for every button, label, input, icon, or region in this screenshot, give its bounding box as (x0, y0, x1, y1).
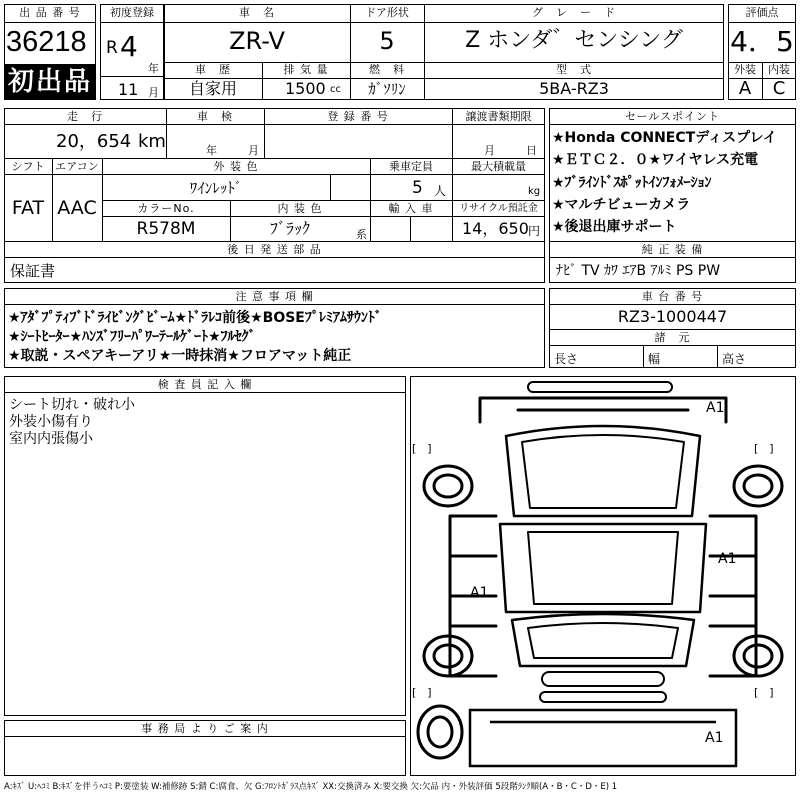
import-label: 輸 入 車 (388, 202, 434, 215)
exterior-label: 外装 (734, 63, 756, 76)
reg-month-unit: 月 (148, 86, 159, 99)
height-label: 高さ (722, 352, 747, 366)
bracket-right-bottom: [ ] (754, 686, 774, 699)
inspector-line: 外装小傷有り (9, 414, 93, 430)
sales-point: ★ＥＴＣ２．０★ワイヤレス充電 (552, 152, 759, 168)
sales-point: ★Honda CONNECTディスプレイ (552, 130, 777, 146)
reg-year: 4 (120, 30, 138, 63)
capacity-unit: 人 (434, 184, 447, 198)
inspector-line: シート切れ・破れ小 (9, 397, 135, 413)
score-label: 評価点 (745, 6, 779, 19)
equipment: ﾅﾋﾞ TV ｶﾜ ｴｱB ｱﾙﾐ PS PW (556, 263, 721, 279)
transfer-day-unit: 日 (526, 144, 537, 157)
interior-label: 内装 (768, 63, 790, 76)
recycle: 14，650 (462, 219, 529, 238)
length-label: 長さ (554, 352, 579, 366)
grade-label: グ レ ー ド (532, 6, 616, 19)
chassis-number: RZ3-1000447 (617, 307, 728, 326)
sales-points-label: セールスポイント (624, 110, 720, 123)
equipment-label: 純 正 装 備 (641, 243, 704, 256)
exterior-grade: A (738, 78, 752, 99)
reg-year-unit: 年 (148, 62, 159, 75)
int-color-suffix: 系 (356, 228, 367, 241)
reg-month: 11 (118, 80, 139, 99)
note-line: ★ｼｰﾄﾋｰﾀｰ★ﾊﾝｽﾞﾌﾘｰﾊﾟﾜｰﾃｰﾙｹﾞｰﾄ★ﾌﾙｾｸﾞ (8, 329, 256, 345)
history: 自家用 (188, 79, 237, 98)
door-label: ドア形状 (365, 6, 409, 19)
mileage-label: 走 行 (67, 110, 103, 123)
note-line: ★取説・スペアキーアリ★一時抹消★フロアマット純正 (8, 348, 352, 364)
shift: FAT (11, 197, 45, 219)
transfer-label: 譲渡書類期限 (465, 110, 532, 123)
width-label: 幅 (648, 352, 661, 366)
ext-color-label: 外 装 色 (213, 160, 259, 173)
inspection-month-unit: 月 (248, 144, 259, 157)
recycle-unit: 円 (528, 224, 541, 238)
fuel: ｶﾞｿﾘﾝ (368, 80, 406, 98)
lot-number-label: 出 品 番 号 (19, 6, 81, 19)
first-reg-label: 初度登録 (110, 6, 154, 19)
inspector-label: 検 査 員 記 入 欄 (157, 378, 253, 391)
first-listing-text: 初出品 (7, 67, 92, 97)
int-color-label: 内 装 色 (277, 202, 323, 215)
inspector-line: 室内内張傷小 (9, 431, 93, 447)
damage-mark: A1 (718, 551, 737, 567)
mileage-unit: km (138, 131, 166, 152)
int-color: ﾌﾞﾗｯｸ (269, 219, 310, 238)
score: 4．5 (730, 25, 794, 58)
capacity: 5 (412, 178, 423, 198)
displacement: 1500 (285, 79, 326, 98)
shift-label: シフト (11, 160, 45, 173)
lot-number: 36218 (6, 26, 87, 58)
ext-color: ﾜｲﾝﾚｯﾄﾞ (189, 179, 243, 197)
office-label: 事 務 局 よ り ご 案 内 (141, 722, 269, 735)
later-parts: 保証書 (10, 262, 56, 280)
inspection-year-unit: 年 (206, 144, 217, 157)
bracket-left-top: [ ] (412, 442, 432, 455)
door-count: 5 (379, 27, 395, 55)
interior-grade: C (772, 78, 786, 99)
fuel-label: 燃 料 (369, 63, 405, 76)
later-parts-label: 後 日 発 送 部 品 (227, 243, 322, 256)
era: R (106, 38, 118, 58)
dims-label: 諸 元 (654, 331, 691, 344)
bracket-right-top: [ ] (754, 442, 774, 455)
sales-point: ★後退出庫サポート (552, 219, 677, 235)
recycle-label: リサイクル預託金 (459, 203, 538, 214)
model-label: 型 式 (556, 63, 592, 76)
ac: AAC (57, 197, 97, 219)
note-line: ★ｱﾀﾞﾌﾟﾃｨﾌﾞﾄﾞﾗｲﾋﾞﾝｸﾞﾋﾞｰﾑ★ﾄﾞﾗﾚｺ前後★BOSEﾌﾟﾚﾐｱﾑｻｳﾝﾄﾞ (8, 310, 382, 326)
color-no-label: カラーNo. (137, 202, 195, 215)
ac-label: エアコン (55, 160, 99, 173)
max-load-label: 最大積載量 (471, 160, 526, 173)
history-label: 車 歴 (195, 63, 231, 76)
mileage: 20，654 (56, 131, 132, 152)
inspection-label: 車 検 (197, 110, 233, 123)
model-code: 5BA-RZ3 (539, 79, 609, 98)
color-no: R578M (136, 219, 196, 239)
sales-point: ★マルチビューカメラ (552, 197, 691, 213)
displacement-label: 排 気 量 (283, 63, 329, 76)
capacity-label: 乗車定員 (389, 160, 433, 173)
plate-label: 登 録 番 号 (327, 110, 389, 123)
sales-point: ★ﾌﾞﾗｲﾝﾄﾞｽﾎﾟｯﾄｲﾝﾌｫﾒｰｼｮﾝ (552, 175, 712, 191)
car-name: ZR-V (229, 27, 285, 55)
damage-mark: A1 (705, 730, 724, 746)
bracket-left-bottom: [ ] (412, 686, 432, 699)
damage-mark: A1 (706, 400, 725, 416)
displacement-unit: cc (330, 84, 341, 95)
grade: Z ホンダ゛センシング (465, 28, 683, 53)
chassis-label: 車 台 番 号 (641, 290, 704, 303)
notes-label: 注 意 事 項 欄 (235, 290, 314, 303)
car-name-label: 車 名 (239, 6, 275, 19)
legend: A:ｷｽﾞ U:ﾍｺﾐ B:ｷｽﾞを伴うﾍｺﾐ P:要塗装 W:補修跡 S:錆 C:腐食、欠 G:ﾌﾛﾝﾄｶﾞﾗｽ点ｷｽﾞ XX:交換済み X:要交換 欠:欠品 内・外装評価 5段階ﾗﾝｸ順(A・B・C・D・E) 1 (4, 782, 618, 792)
transfer-month-unit: 月 (484, 144, 495, 157)
max-load-unit: kg (528, 186, 541, 197)
car-diagram (410, 376, 796, 776)
damage-mark: A1 (470, 585, 489, 601)
